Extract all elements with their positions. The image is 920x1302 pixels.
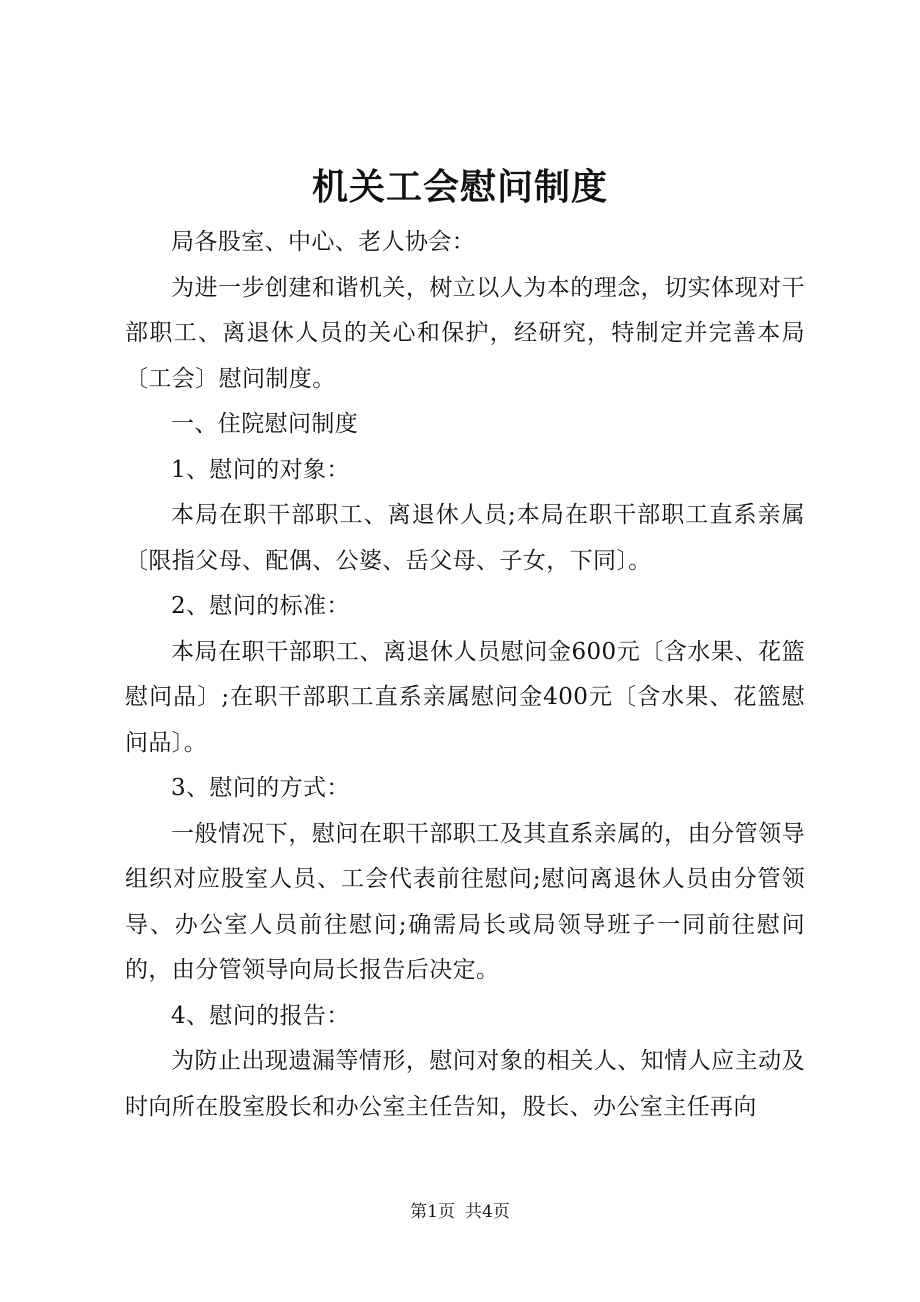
page-number: 第1页 [410, 1202, 455, 1222]
subsection-heading: 1、慰问的对象： [171, 456, 350, 483]
page-total: 共4页 [465, 1202, 510, 1222]
body-paragraph: 本局在职干部职工、离退休人员慰问金600元〔含水果、花篮慰问品〕;在职干部职工直系亲属慰问金400元〔含水果、花篮慰问品〕。 [125, 638, 805, 756]
salutation-paragraph: 局各股室、中心、老人协会： [171, 229, 476, 255]
subsection-heading: 4、慰问的报告： [171, 1002, 350, 1029]
section-heading: 一、住院慰问制度 [171, 411, 359, 437]
document-body [125, 220, 805, 1130]
intro-paragraph: 为进一步创建和谐机关，树立以人为本的理念，切实体现对干部职工、离退休人员的关心和保护，经研究，特制定并完善本局〔工会〕慰问制度。 [125, 274, 805, 392]
document-title: 机关工会慰问制度 [311, 166, 608, 208]
body-paragraph: 一般情况下，慰问在职干部职工及其直系亲属的，由分管领导组织对应股室人员、工会代表前往慰问;慰问离退休人员由分管领导、办公室人员前往慰问;确需局长或局领导班子一同前往慰问的，由分管领导向局长报告后决定。 [125, 820, 805, 983]
body-paragraph: 为防止出现遗漏等情形，慰问对象的相关人、知情人应主动及时向所在股室股长和办公室主任告知，股长、办公室主任再向 [125, 1048, 805, 1120]
subsection-heading: 3、慰问的方式： [171, 775, 350, 801]
body-paragraph: 本局在职干部职工、离退休人员;本局在职干部职工直系亲属〔限指父母、配偶、公婆、岳父母、子女，下同〕。 [125, 502, 805, 574]
page-footer [0, 1200, 920, 1224]
subsection-heading: 2、慰问的标准： [171, 593, 350, 619]
